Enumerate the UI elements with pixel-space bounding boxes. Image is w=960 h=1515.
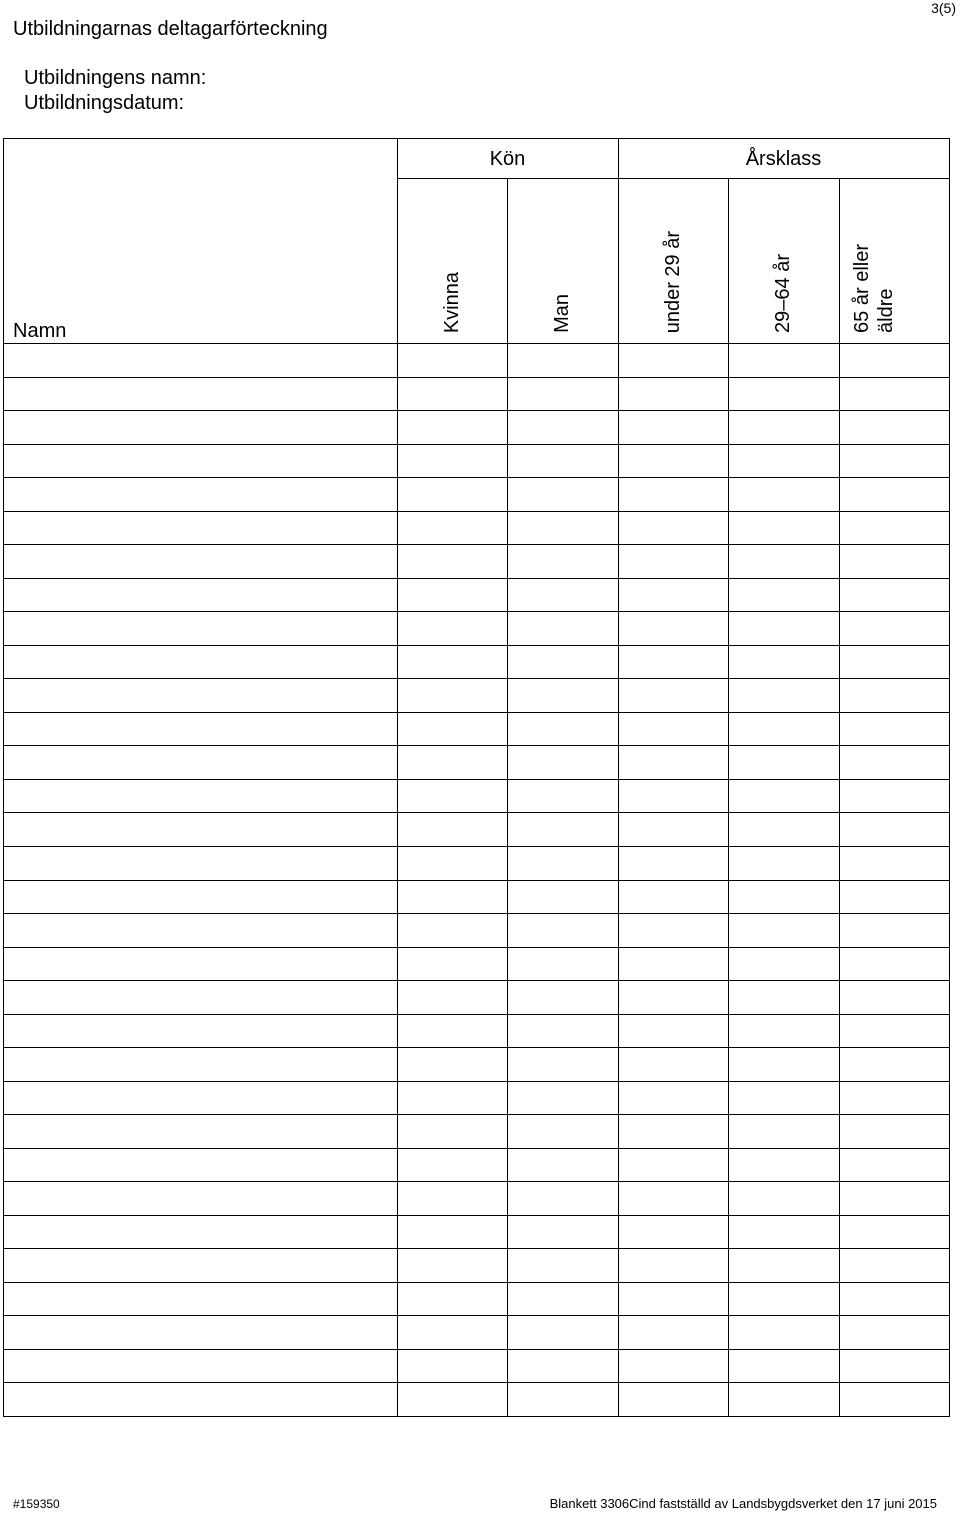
age-65-plus-cell[interactable]: [840, 746, 949, 779]
age-65-plus-cell[interactable]: [840, 948, 949, 981]
age-class-group-header: Årsklass: [745, 148, 822, 170]
name-cell[interactable]: [4, 1216, 397, 1249]
under-29-cell[interactable]: [619, 847, 728, 880]
man-cell[interactable]: [508, 1350, 618, 1383]
age-65-plus-column-header: 65 år eller äldre: [851, 244, 897, 333]
name-cell[interactable]: [4, 1350, 397, 1383]
woman-cell[interactable]: [398, 1015, 507, 1048]
under-29-cell[interactable]: [619, 545, 728, 578]
age-29-64-cell[interactable]: [729, 1182, 839, 1215]
age-65-plus-cell[interactable]: [840, 579, 949, 612]
man-cell[interactable]: [508, 746, 618, 779]
under-29-cell[interactable]: [619, 579, 728, 612]
age-65-plus-cell[interactable]: [840, 813, 949, 846]
age-65-plus-cell[interactable]: [840, 1383, 949, 1416]
man-cell[interactable]: [508, 1048, 618, 1081]
under-29-cell[interactable]: [619, 344, 728, 377]
name-cell[interactable]: [4, 378, 397, 411]
under-29-cell[interactable]: [619, 1283, 728, 1316]
woman-cell[interactable]: [398, 948, 507, 981]
age-29-64-cell[interactable]: [729, 612, 839, 645]
group-header-divider: [397, 178, 949, 179]
name-cell[interactable]: [4, 1082, 397, 1115]
man-cell[interactable]: [508, 1216, 618, 1249]
under-29-cell[interactable]: [619, 512, 728, 545]
woman-cell[interactable]: [398, 478, 507, 511]
name-cell[interactable]: [4, 1316, 397, 1349]
name-cell[interactable]: [4, 1283, 397, 1316]
man-cell[interactable]: [508, 579, 618, 612]
man-cell[interactable]: [508, 612, 618, 645]
under-29-cell[interactable]: [619, 1115, 728, 1148]
under-29-cell[interactable]: [619, 881, 728, 914]
woman-cell[interactable]: [398, 1182, 507, 1215]
age-29-64-cell[interactable]: [729, 948, 839, 981]
age-29-64-cell[interactable]: [729, 746, 839, 779]
age-65-plus-cell[interactable]: [840, 1216, 949, 1249]
man-cell[interactable]: [508, 478, 618, 511]
page-number: 3(5): [931, 0, 956, 16]
man-cell[interactable]: [508, 1316, 618, 1349]
man-cell[interactable]: [508, 512, 618, 545]
age-65-plus-cell[interactable]: [840, 914, 949, 947]
age-29-64-column-header: 29–64 år: [772, 254, 794, 333]
gender-group-header: Kön: [489, 148, 526, 170]
woman-cell[interactable]: [398, 1316, 507, 1349]
age-29-64-cell[interactable]: [729, 1082, 839, 1115]
under-29-cell[interactable]: [619, 1048, 728, 1081]
man-cell[interactable]: [508, 813, 618, 846]
woman-cell[interactable]: [398, 512, 507, 545]
man-cell[interactable]: [508, 646, 618, 679]
name-cell[interactable]: [4, 948, 397, 981]
man-cell[interactable]: [508, 411, 618, 444]
man-cell[interactable]: [508, 1249, 618, 1282]
man-cell[interactable]: [508, 981, 618, 1014]
name-cell[interactable]: [4, 646, 397, 679]
age-29-64-cell[interactable]: [729, 512, 839, 545]
woman-cell[interactable]: [398, 881, 507, 914]
age-29-64-cell[interactable]: [729, 1216, 839, 1249]
woman-cell[interactable]: [398, 780, 507, 813]
name-cell[interactable]: [4, 1249, 397, 1282]
woman-cell[interactable]: [398, 646, 507, 679]
under-29-cell[interactable]: [619, 1350, 728, 1383]
woman-cell[interactable]: [398, 378, 507, 411]
table-border-bottom: [3, 1416, 950, 1417]
under-29-cell[interactable]: [619, 445, 728, 478]
woman-cell[interactable]: [398, 1149, 507, 1182]
under-29-cell[interactable]: [619, 1249, 728, 1282]
course-name-label: Utbildningens namn:: [24, 67, 207, 89]
under-29-cell[interactable]: [619, 1216, 728, 1249]
age-65-plus-cell[interactable]: [840, 1182, 949, 1215]
man-cell[interactable]: [508, 1283, 618, 1316]
under-29-cell[interactable]: [619, 1182, 728, 1215]
under-29-cell[interactable]: [619, 612, 728, 645]
under-29-cell[interactable]: [619, 981, 728, 1014]
age-65-plus-cell[interactable]: [840, 1048, 949, 1081]
under-29-cell[interactable]: [619, 948, 728, 981]
under-29-cell[interactable]: [619, 713, 728, 746]
woman-cell[interactable]: [398, 981, 507, 1014]
name-cell[interactable]: [4, 1182, 397, 1215]
under-29-column-header: under 29 år: [662, 230, 684, 333]
under-29-cell[interactable]: [619, 378, 728, 411]
age-65-plus-cell[interactable]: [840, 981, 949, 1014]
man-cell[interactable]: [508, 545, 618, 578]
age-65-plus-cell[interactable]: [840, 411, 949, 444]
under-29-cell[interactable]: [619, 1082, 728, 1115]
form-info: Blankett 3306Cind fastställd av Landsbygdsverket den 17 juni 2015: [549, 1496, 937, 1511]
under-29-cell[interactable]: [619, 746, 728, 779]
woman-cell[interactable]: [398, 411, 507, 444]
age-29-64-cell[interactable]: [729, 445, 839, 478]
name-cell[interactable]: [4, 579, 397, 612]
age-29-64-cell[interactable]: [729, 881, 839, 914]
man-cell[interactable]: [508, 881, 618, 914]
name-cell[interactable]: [4, 713, 397, 746]
under-29-cell[interactable]: [619, 478, 728, 511]
age-29-64-cell[interactable]: [729, 378, 839, 411]
man-cell[interactable]: [508, 378, 618, 411]
age-65-plus-cell[interactable]: [840, 679, 949, 712]
age-65-plus-cell[interactable]: [840, 478, 949, 511]
woman-cell[interactable]: [398, 1249, 507, 1282]
woman-cell[interactable]: [398, 344, 507, 377]
table-border-top: [3, 138, 950, 139]
age-65-plus-cell[interactable]: [840, 1283, 949, 1316]
man-cell[interactable]: [508, 1383, 618, 1416]
under-29-cell[interactable]: [619, 1316, 728, 1349]
man-cell[interactable]: [508, 1015, 618, 1048]
woman-cell[interactable]: [398, 1082, 507, 1115]
man-cell[interactable]: [508, 914, 618, 947]
age-65-plus-cell[interactable]: [840, 713, 949, 746]
age-29-64-cell[interactable]: [729, 1283, 839, 1316]
woman-cell[interactable]: [398, 1216, 507, 1249]
name-column-header: Namn: [13, 320, 67, 342]
name-cell[interactable]: [4, 512, 397, 545]
age-29-64-cell[interactable]: [729, 545, 839, 578]
name-cell[interactable]: [4, 1149, 397, 1182]
name-cell[interactable]: [4, 1115, 397, 1148]
age-29-64-cell[interactable]: [729, 981, 839, 1014]
under-29-cell[interactable]: [619, 1015, 728, 1048]
age-65-plus-cell[interactable]: [840, 378, 949, 411]
man-cell[interactable]: [508, 344, 618, 377]
name-cell[interactable]: [4, 847, 397, 880]
age-29-64-cell[interactable]: [729, 1249, 839, 1282]
woman-cell[interactable]: [398, 545, 507, 578]
name-cell[interactable]: [4, 981, 397, 1014]
age-29-64-cell[interactable]: [729, 579, 839, 612]
document-title: Utbildningarnas deltagarförteckning: [13, 18, 328, 40]
name-cell[interactable]: [4, 780, 397, 813]
age-65-plus-cell[interactable]: [840, 881, 949, 914]
age-29-64-cell[interactable]: [729, 344, 839, 377]
age-65-plus-cell[interactable]: [840, 1350, 949, 1383]
age-65-plus-cell[interactable]: [840, 646, 949, 679]
woman-cell[interactable]: [398, 813, 507, 846]
age-29-64-cell[interactable]: [729, 1149, 839, 1182]
course-date-label: Utbildningsdatum:: [24, 92, 185, 114]
man-cell[interactable]: [508, 948, 618, 981]
name-cell[interactable]: [4, 746, 397, 779]
age-29-64-cell[interactable]: [729, 1383, 839, 1416]
age-65-plus-cell[interactable]: [840, 512, 949, 545]
woman-cell[interactable]: [398, 914, 507, 947]
under-29-cell[interactable]: [619, 646, 728, 679]
age-65-plus-cell[interactable]: [840, 1015, 949, 1048]
age-65-plus-cell[interactable]: [840, 1082, 949, 1115]
name-cell[interactable]: [4, 813, 397, 846]
name-cell[interactable]: [4, 344, 397, 377]
woman-cell[interactable]: [398, 713, 507, 746]
under-29-cell[interactable]: [619, 813, 728, 846]
man-cell[interactable]: [508, 1082, 618, 1115]
under-29-cell[interactable]: [619, 780, 728, 813]
woman-cell[interactable]: [398, 679, 507, 712]
age-65-plus-cell[interactable]: [840, 1316, 949, 1349]
woman-cell[interactable]: [398, 612, 507, 645]
man-cell[interactable]: [508, 445, 618, 478]
man-cell[interactable]: [508, 679, 618, 712]
man-column-header: Man: [551, 294, 573, 333]
woman-cell[interactable]: [398, 1283, 507, 1316]
age-65-plus-cell[interactable]: [840, 1249, 949, 1282]
age-29-64-cell[interactable]: [729, 1115, 839, 1148]
age-29-64-cell[interactable]: [729, 914, 839, 947]
name-cell[interactable]: [4, 545, 397, 578]
woman-cell[interactable]: [398, 847, 507, 880]
age-65-plus-cell[interactable]: [840, 847, 949, 880]
age-65-plus-cell[interactable]: [840, 445, 949, 478]
name-cell[interactable]: [4, 679, 397, 712]
document-id: #159350: [13, 1497, 60, 1511]
name-cell[interactable]: [4, 445, 397, 478]
name-cell[interactable]: [4, 1048, 397, 1081]
man-cell[interactable]: [508, 1149, 618, 1182]
woman-cell[interactable]: [398, 1350, 507, 1383]
under-29-cell[interactable]: [619, 1383, 728, 1416]
name-cell[interactable]: [4, 1015, 397, 1048]
age-65-plus-cell[interactable]: [840, 1149, 949, 1182]
age-29-64-cell[interactable]: [729, 780, 839, 813]
woman-cell[interactable]: [398, 1383, 507, 1416]
man-cell[interactable]: [508, 780, 618, 813]
woman-cell[interactable]: [398, 1115, 507, 1148]
man-cell[interactable]: [508, 1115, 618, 1148]
name-cell[interactable]: [4, 478, 397, 511]
name-cell[interactable]: [4, 881, 397, 914]
woman-cell[interactable]: [398, 579, 507, 612]
age-29-64-cell[interactable]: [729, 679, 839, 712]
under-29-cell[interactable]: [619, 679, 728, 712]
woman-cell[interactable]: [398, 445, 507, 478]
under-29-cell[interactable]: [619, 411, 728, 444]
age-65-plus-cell[interactable]: [840, 612, 949, 645]
man-cell[interactable]: [508, 1182, 618, 1215]
age-65-plus-cell[interactable]: [840, 344, 949, 377]
name-cell[interactable]: [4, 411, 397, 444]
age-29-64-cell[interactable]: [729, 813, 839, 846]
age-65-plus-cell[interactable]: [840, 545, 949, 578]
age-29-64-cell[interactable]: [729, 478, 839, 511]
age-65-plus-cell[interactable]: [840, 780, 949, 813]
age-29-64-cell[interactable]: [729, 847, 839, 880]
man-cell[interactable]: [508, 847, 618, 880]
name-cell[interactable]: [4, 914, 397, 947]
name-cell[interactable]: [4, 612, 397, 645]
age-29-64-cell[interactable]: [729, 1350, 839, 1383]
name-cell[interactable]: [4, 1383, 397, 1416]
table-border-right: [949, 138, 950, 1417]
woman-column-header: Kvinna: [441, 271, 463, 333]
age-29-64-cell[interactable]: [729, 411, 839, 444]
woman-cell[interactable]: [398, 1048, 507, 1081]
under-29-cell[interactable]: [619, 1149, 728, 1182]
age-29-64-cell[interactable]: [729, 1015, 839, 1048]
age-65-plus-cell[interactable]: [840, 1115, 949, 1148]
age-29-64-cell[interactable]: [729, 713, 839, 746]
man-cell[interactable]: [508, 713, 618, 746]
age-29-64-cell[interactable]: [729, 1048, 839, 1081]
woman-cell[interactable]: [398, 746, 507, 779]
age-29-64-cell[interactable]: [729, 646, 839, 679]
under-29-cell[interactable]: [619, 914, 728, 947]
age-29-64-cell[interactable]: [729, 1316, 839, 1349]
